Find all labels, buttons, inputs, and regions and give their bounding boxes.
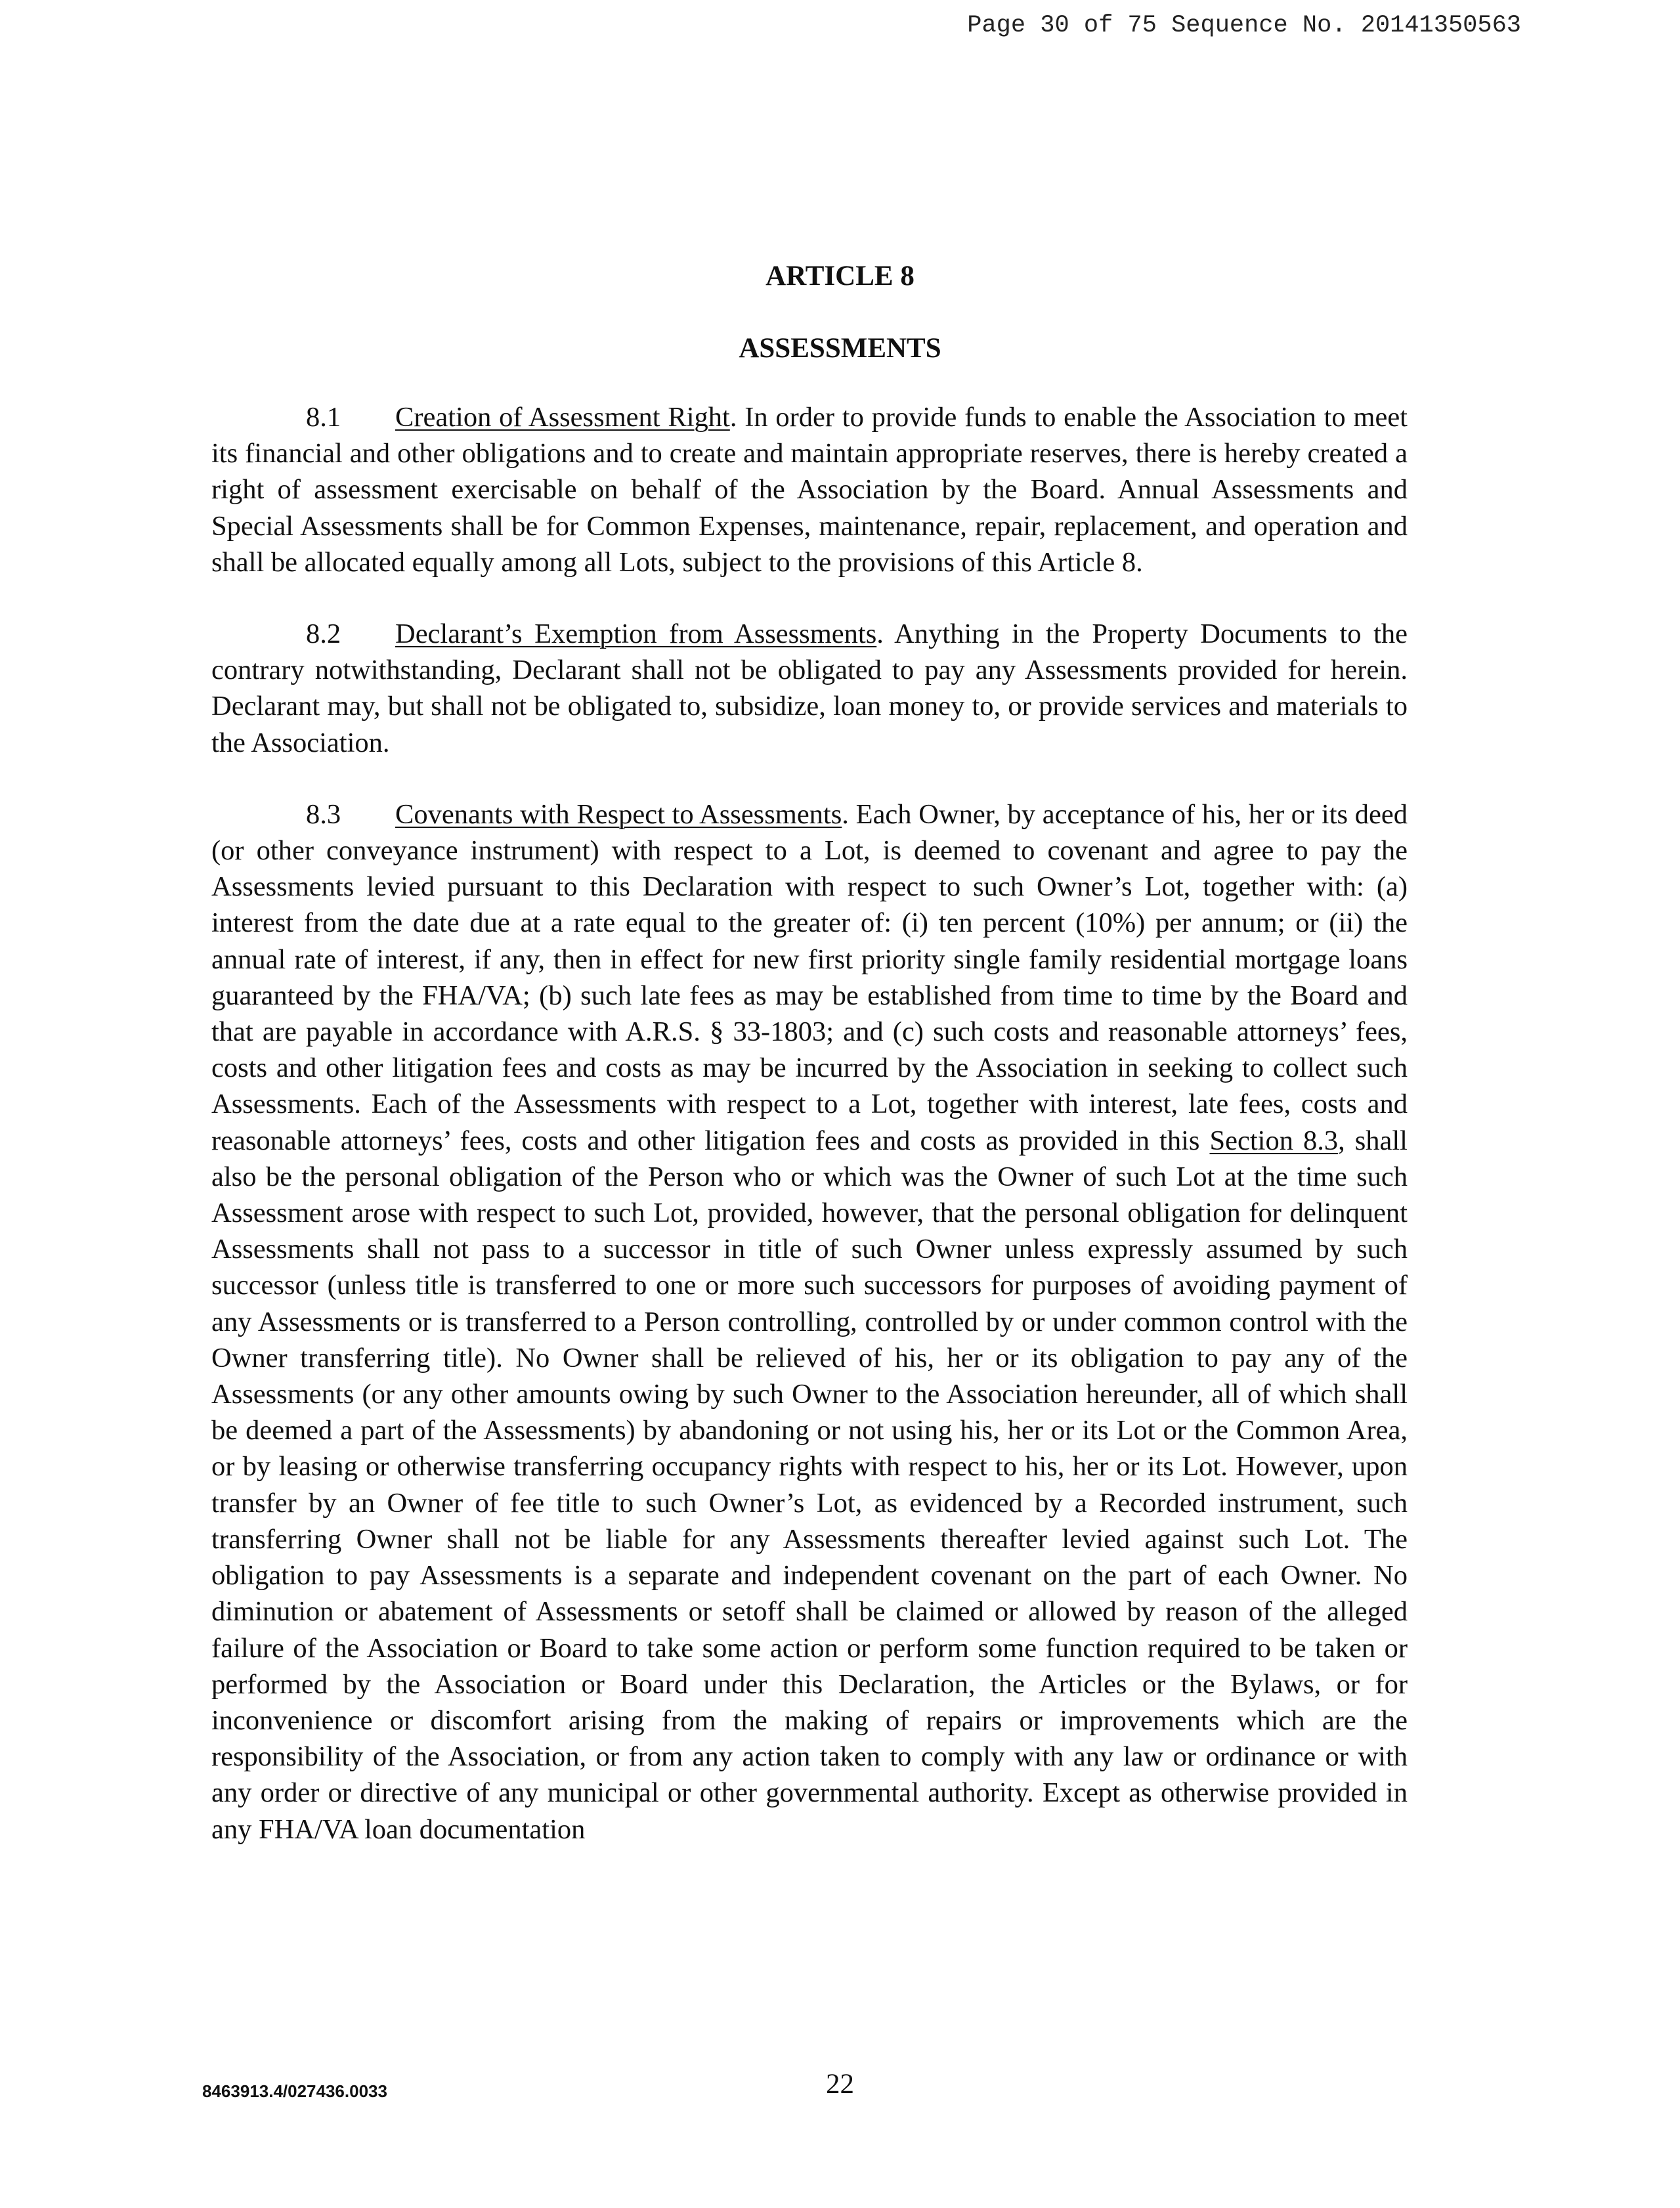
section-number: 8.1 (306, 402, 341, 433)
section-reference: Section 8.3 (1209, 1125, 1339, 1156)
document-body (211, 399, 1408, 1883)
section-heading: Creation of Assessment Right (395, 402, 730, 433)
page-number: 22 (826, 2069, 854, 2100)
section-text: . Each Owner, by acceptance of his, her or its deed (or other conveyance instrument) with respect to a Lot, is deemed to covenant and agree to pay the Assessments levied pursuant to this Declaration with respect to such Owner’s Lot, together with: (a) interest from the date due at a rate equal to the greater of: (i) ten percent (10%) per annum; or (ii) the annual rate of interest, if any, then in effect for new first priority single family residential mortgage loans guaranteed by the FHA/VA; (b) such late fees as may be established from time to time by the Board and that are payable in accordance with A.R.S. § 33-1803; and (c) such costs and reasonable attorneys’ fees, costs and other litigation fees and costs as may be incurred by the Association in seeking to collect such Assessments. Each of the Assessments with respect to a Lot, together with interest, late fees, costs and reasonable attorneys’ fees, costs and other litigation fees and costs as provided in this (211, 798, 1408, 1156)
section-number: 8.3 (306, 798, 341, 830)
section-8-3 (211, 796, 1408, 1848)
article-title: ARTICLE 8 (765, 261, 915, 292)
section-8-2 (211, 616, 1408, 761)
article-heading: ASSESSMENTS (739, 333, 941, 364)
page-sequence-header: Page 30 of 75 Sequence No. 20141350563 (967, 12, 1521, 39)
document-id: 8463913.4/027436.0033 (202, 2081, 387, 2101)
section-heading: Declarant’s Exemption from Assessments (395, 618, 877, 650)
section-text: . Anything in the Property Documents to the contrary notwithstanding, Declarant shall not be obligated to pay any Assessments provided for herein. Declarant may, but shall not be obligated to, subsidize, loan money to, or provide services and materials to the Association. (211, 618, 1408, 758)
section-8-1 (211, 399, 1408, 580)
section-heading: Covenants with Respect to Assessments (395, 798, 842, 830)
section-text-continued: , shall also be the personal obligation of the Person who or which was the Owner of such Lot at the time such Assessment arose with respect to such Lot, provided, however, that the personal obligation for delinquent Assessments shall not pass to a successor in title of such Owner unless expressly assumed by such successor (unless title is transferred to one or more such successors for purposes of avoiding payment of any Assessments or is transferred to a Person controlling, controlled by or under common control with the Owner transferring title). No Owner shall be relieved of his, her or its obligation to pay any of the Assessments (or any other amounts owing by such Owner to the Association hereunder, all of which shall be deemed a part of the Assessments) by abandoning or not using his, her or its Lot or the Common Area, or by leasing or otherwise transferring occupancy rights with respect to his, her or its Lot. However, upon transfer by an Owner of fee title to such Owner’s Lot, as evidenced by a Recorded instrument, such transferring Owner shall not be liable for any Assessments thereafter levied against such Lot. The obligation to pay Assessments is a separate and independent covenant on the part of each Owner. No diminution or abatement of Assessments or setoff shall be claimed or allowed by reason of the alleged failure of the Association or Board to take some action or perform some function required to be taken or performed by the Association or Board under this Declaration, the Articles or the Bylaws, or for inconvenience or discomfort arising from the making of repairs or improvements which are the responsibility of the Association, or from any action taken to comply with any law or ordinance or with any order or directive of any municipal or other governmental authority. Except as otherwise provided in any FHA/VA loan documentation (211, 1125, 1408, 1845)
section-text: . In order to provide funds to enable the Association to meet its financial and other obligations and to create and maintain appropriate reserves, there is hereby created a right of assessment exercisable on behalf of the Association by the Board. Annual Assessments and Special Assessments shall be for Common Expenses, maintenance, repair, replacement, and operation and shall be allocated equally among all Lots, subject to the provisions of this Article 8. (211, 402, 1408, 578)
section-number: 8.2 (306, 618, 341, 650)
